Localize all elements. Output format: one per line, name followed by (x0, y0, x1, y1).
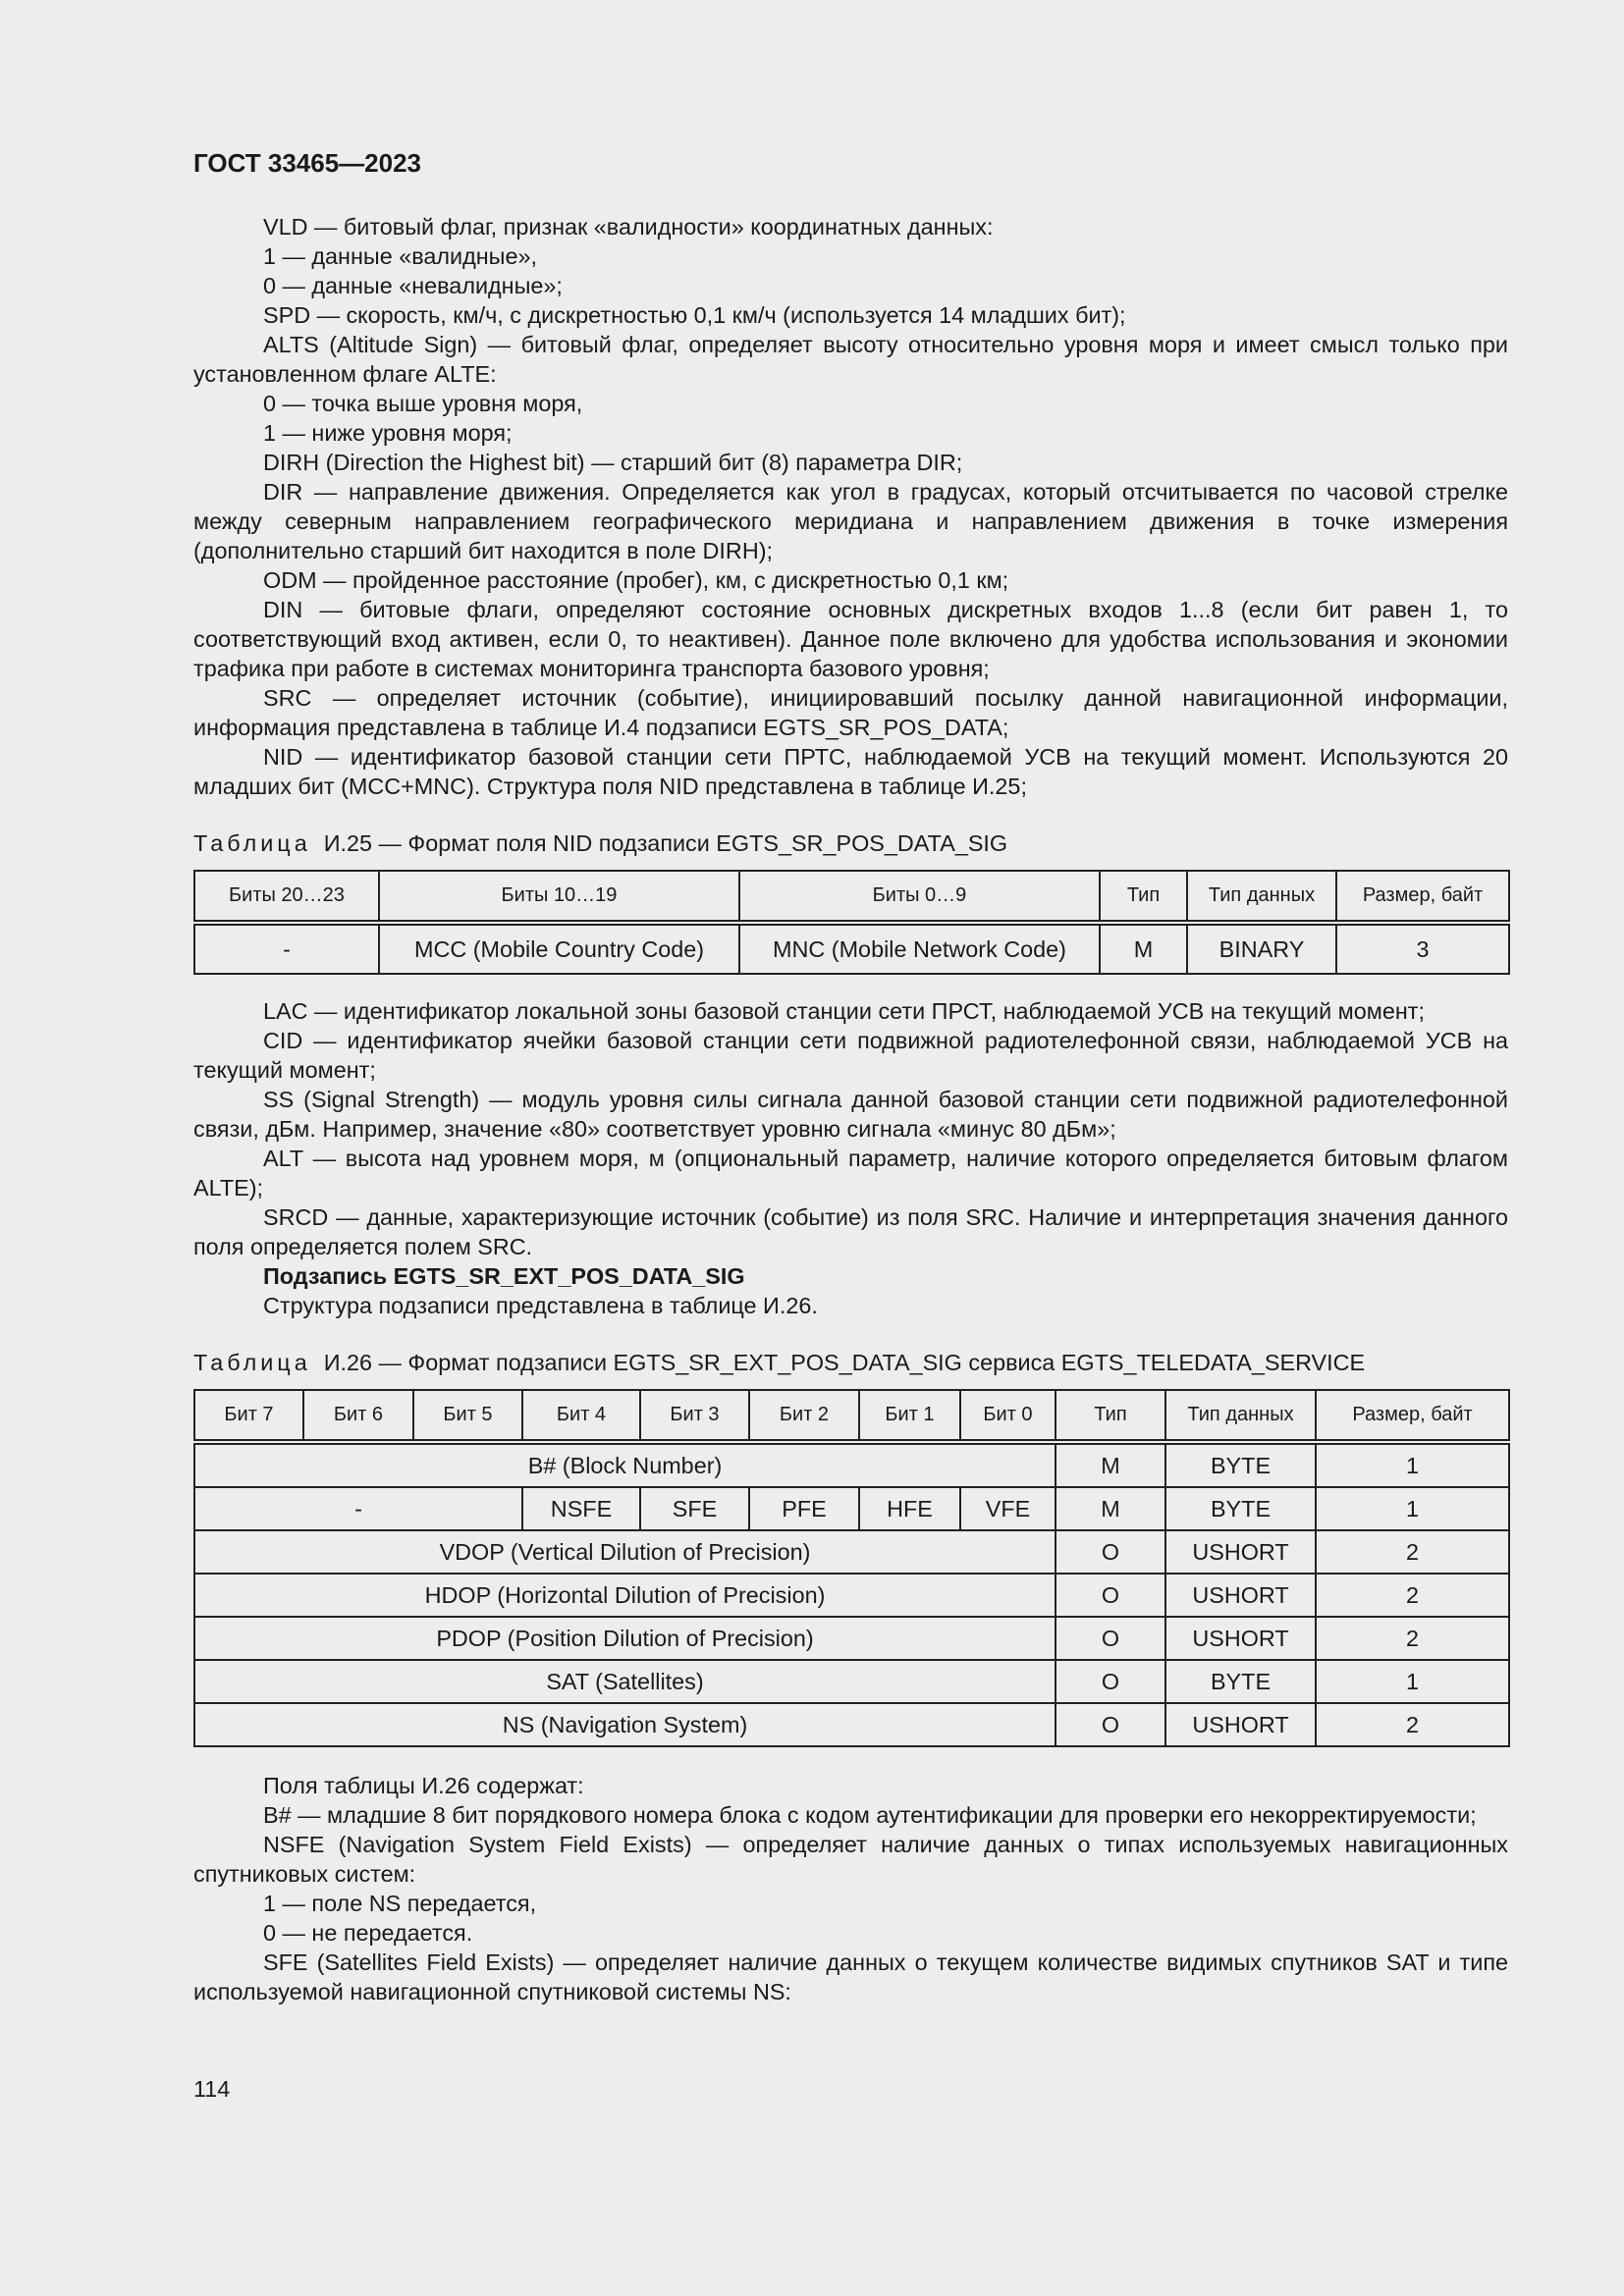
paragraph: DIR — направление движения. Определяется как угол в градусах, который отсчитывается по часовой стрелке между северным направлением географического меридиана и направлением движения в точке измерения (дополнительно старший бит находится в поле DIRH); (193, 479, 1508, 563)
table-cell-dtype: USHORT (1165, 1703, 1316, 1746)
paragraph: ALT — высота над уровнем моря, м (опциональный параметр, наличие которого определяется битовым флагом ALTE); (193, 1146, 1508, 1201)
table-caption-2 (193, 1348, 1508, 1377)
table-cell-size: 1 (1316, 1442, 1509, 1487)
column-header: Бит 2 (749, 1390, 859, 1442)
table-cell-dtype: USHORT (1165, 1574, 1316, 1617)
paragraph: Поля таблицы И.26 содержат: (263, 1773, 584, 1798)
paragraph: ALTS (Altitude Sign) — битовый флаг, определяет высоту относительно уровня моря и имеет смысл только при установленном флаге ALTE: (193, 332, 1508, 387)
column-header: Тип (1100, 871, 1187, 923)
column-header: Тип данных (1187, 871, 1336, 923)
table-cell-size: 2 (1316, 1703, 1509, 1746)
paragraph: 1 — ниже уровня моря; (263, 420, 513, 446)
table-caption-word: Таблица (193, 1350, 311, 1375)
paragraph-block-1 (193, 212, 1508, 801)
flag-cell: SFE (640, 1487, 749, 1530)
paragraph: B# — младшие 8 бит порядкового номера блока с кодом аутентификации для проверки его некорректируемости; (263, 1802, 1477, 1828)
table-cell-size: 2 (1316, 1617, 1509, 1660)
paragraph: DIN — битовые флаги, определяют состояние основных дискретных входов 1...8 (если бит равен 1, то соответствующий вход активен, если 0, то неактивен). Данное поле включено для удобства использования и экономии трафика при работе в системах мониторинга транспорта базового уровня; (193, 597, 1508, 681)
nid-format-table (193, 870, 1510, 975)
table-cell-dtype: BYTE (1165, 1660, 1316, 1703)
table-cell-dtype: BYTE (1165, 1442, 1316, 1487)
table-cell: MCC (Mobile Country Code) (379, 923, 739, 974)
flag-cell: PFE (749, 1487, 859, 1530)
field-name-cell: SAT (Satellites) (194, 1660, 1056, 1703)
table-row (194, 1530, 1509, 1574)
flag-cell: HFE (859, 1487, 960, 1530)
flag-cell: NSFE (522, 1487, 640, 1530)
ext-pos-data-table (193, 1389, 1510, 1747)
table-row (194, 923, 1509, 974)
table-cell-type: M (1056, 1442, 1165, 1487)
paragraph: Структура подзаписи представлена в таблице И.26. (263, 1293, 818, 1318)
table-caption-text: И.25 — Формат поля NID подзаписи EGTS_SR_POS_DATA_SIG (323, 830, 1008, 856)
table-row (194, 1617, 1509, 1660)
table-row (194, 1703, 1509, 1746)
column-header: Биты 0…9 (739, 871, 1100, 923)
table-caption-word: Таблица (193, 830, 311, 856)
table-cell-dtype: USHORT (1165, 1617, 1316, 1660)
table-row (194, 1442, 1509, 1487)
paragraph: DIRH (Direction the Highest bit) — старший бит (8) параметра DIR; (263, 450, 963, 475)
table-cell-type: O (1056, 1617, 1165, 1660)
document-page (193, 145, 1508, 2006)
paragraph: SS (Signal Strength) — модуль уровня силы сигнала данной базовой станции сети подвижной радиотелефонной связи, дБм. Например, значение «80» соответствует уровню сигнала «минус 80 дБм»; (193, 1087, 1508, 1142)
table-header-row (194, 871, 1509, 923)
paragraph: VLD — битовый флаг, признак «валидности» координатных данных: (263, 214, 994, 240)
table-cell-type: O (1056, 1703, 1165, 1746)
table-cell-type: O (1056, 1530, 1165, 1574)
flag-cell: VFE (960, 1487, 1056, 1530)
column-header: Размер, байт (1316, 1390, 1509, 1442)
table-cell-size: 1 (1316, 1487, 1509, 1530)
page-number: 114 (193, 2076, 231, 2102)
field-name-cell: HDOP (Horizontal Dilution of Precision) (194, 1574, 1056, 1617)
field-name-cell: VDOP (Vertical Dilution of Precision) (194, 1530, 1056, 1574)
column-header: Биты 20…23 (194, 871, 379, 923)
table-header-row (194, 1390, 1509, 1442)
table-cell: MNC (Mobile Network Code) (739, 923, 1100, 974)
table-cell-type: O (1056, 1574, 1165, 1617)
paragraph: ODM — пройденное расстояние (пробег), км, с дискретностью 0,1 км; (263, 567, 1009, 593)
paragraph: 1 — данные «валидные», (263, 243, 537, 269)
column-header: Тип данных (1165, 1390, 1316, 1442)
table-cell-type: M (1056, 1487, 1165, 1530)
paragraph: NID — идентификатор базовой станции сети ПРТС, наблюдаемой УСВ на текущий момент. Используются 20 младших бит (MCC+MNC). Структура поля NID представлена в таблице И.25; (193, 744, 1508, 799)
paragraph: 0 — не передается. (263, 1920, 473, 1946)
column-header: Размер, байт (1336, 871, 1509, 923)
table-cell-dtype: USHORT (1165, 1530, 1316, 1574)
table-cell-type: O (1056, 1660, 1165, 1703)
column-header: Бит 6 (303, 1390, 413, 1442)
table-cell-size: 1 (1316, 1660, 1509, 1703)
table-caption-1 (193, 828, 1508, 858)
table-caption-text: И.26 — Формат подзаписи EGTS_SR_EXT_POS_DATA_SIG сервиса EGTS_TELEDATA_SERVICE (323, 1350, 1366, 1375)
paragraph: 0 — точка выше уровня моря, (263, 391, 583, 416)
table-cell: 3 (1336, 923, 1509, 974)
field-name-cell: PDOP (Position Dilution of Precision) (194, 1617, 1056, 1660)
column-header: Бит 3 (640, 1390, 749, 1442)
paragraph: SRCD — данные, характеризующие источник (событие) из поля SRC. Наличие и интерпретация значения данного поля определяется полем SRC. (193, 1204, 1508, 1259)
paragraph: CID — идентификатор ячейки базовой станции сети подвижной радиотелефонной связи, наблюдаемой УСВ на текущий момент; (193, 1028, 1508, 1083)
paragraph-block-2 (193, 996, 1508, 1320)
table-cell-size: 2 (1316, 1530, 1509, 1574)
table-cell-dtype: BYTE (1165, 1487, 1316, 1530)
field-name-cell: B# (Block Number) (194, 1442, 1056, 1487)
table-row (194, 1574, 1509, 1617)
paragraph: LAC — идентификатор локальной зоны базовой станции сети ПРСТ, наблюдаемой УСВ на текущий момент; (263, 998, 1425, 1024)
paragraph: SFE (Satellites Field Exists) — определяет наличие данных о текущем количестве видимых спутников SAT и типе используемой навигационной спутниковой системы NS: (193, 1949, 1508, 2004)
paragraph: NSFE (Navigation System Field Exists) — определяет наличие данных о типах используемых навигационных спутниковых систем: (193, 1832, 1508, 1887)
column-header: Бит 7 (194, 1390, 303, 1442)
paragraph: SPD — скорость, км/ч, с дискретностью 0,1 км/ч (используется 14 младших бит); (263, 302, 1126, 328)
table-row (194, 1487, 1509, 1530)
paragraph: 0 — данные «невалидные»; (263, 273, 563, 298)
table-row (194, 1660, 1509, 1703)
table-cell: BINARY (1187, 923, 1336, 974)
column-header: Тип (1056, 1390, 1165, 1442)
field-name-cell: NS (Navigation System) (194, 1703, 1056, 1746)
table-cell: M (1100, 923, 1187, 974)
reserved-bits-cell: - (194, 1487, 522, 1530)
document-header: ГОСТ 33465—2023 (193, 148, 421, 178)
paragraph: 1 — поле NS передается, (263, 1891, 537, 1916)
paragraph-block-3 (193, 1771, 1508, 2006)
table-cell: - (194, 923, 379, 974)
column-header: Биты 10…19 (379, 871, 739, 923)
paragraph: SRC — определяет источник (событие), инициировавший посылку данной навигационной информации, информация представлена в таблице И.4 подзаписи EGTS_SR_POS_DATA; (193, 685, 1508, 740)
table-cell-size: 2 (1316, 1574, 1509, 1617)
subsection-heading: Подзапись EGTS_SR_EXT_POS_DATA_SIG (263, 1263, 745, 1289)
column-header: Бит 1 (859, 1390, 960, 1442)
column-header: Бит 0 (960, 1390, 1056, 1442)
column-header: Бит 4 (522, 1390, 640, 1442)
column-header: Бит 5 (413, 1390, 522, 1442)
